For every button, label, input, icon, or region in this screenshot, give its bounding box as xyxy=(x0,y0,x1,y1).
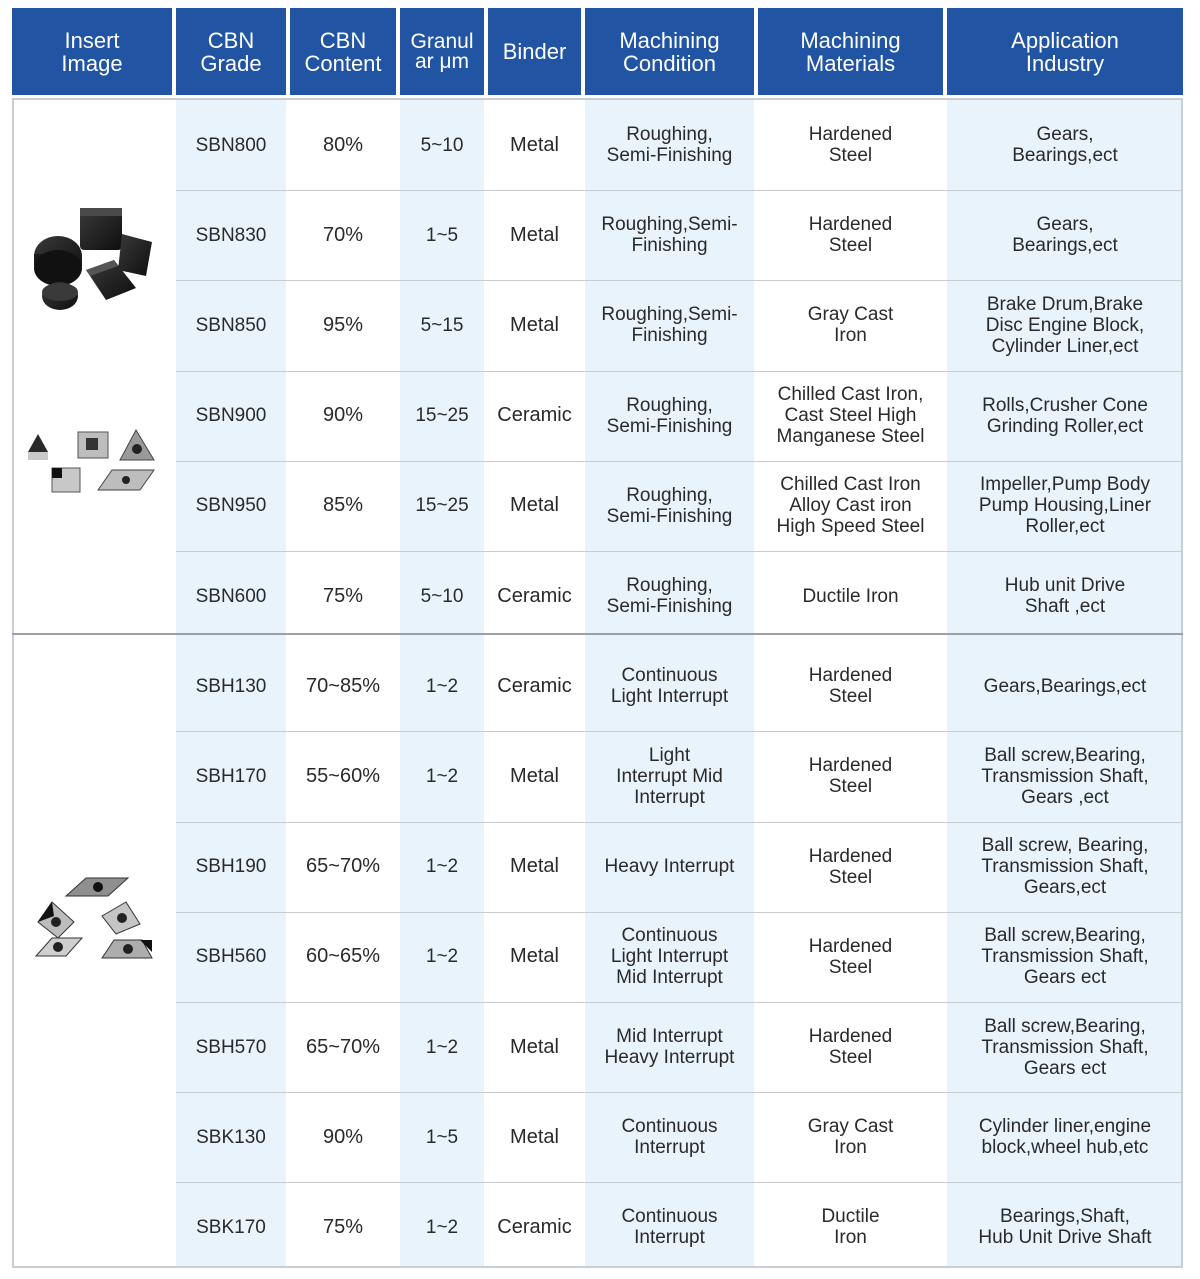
cell-machining-condition: Continuous Interrupt xyxy=(621,1206,718,1249)
cell-machining-materials: Hardened Steel xyxy=(808,845,893,888)
cell-binder: Ceramic xyxy=(497,404,572,427)
cell-cbn-grade: SBH170 xyxy=(195,765,267,787)
cell-cbn-content: 90% xyxy=(322,1125,364,1148)
black-cbn-inserts-photo-icon xyxy=(14,200,174,320)
cell-granular: 15~25 xyxy=(415,495,469,517)
cell-cbn-content: 75% xyxy=(322,1215,364,1238)
cell-granular: 5~15 xyxy=(420,314,464,336)
cell-granular: 1~2 xyxy=(425,675,459,697)
cell-granular: 1~2 xyxy=(425,1036,459,1058)
cell-machining-materials: Hardened Steel xyxy=(808,665,893,708)
insert-image-pcbn xyxy=(14,872,174,972)
cell-application-industry: Ball screw,Bearing, Transmission Shaft, Gears ect xyxy=(981,1015,1149,1079)
pcbn-inserts-photo-icon xyxy=(14,872,174,972)
cell-cbn-content: 70~85% xyxy=(306,674,380,697)
cell-machining-materials: Gray Cast Iron xyxy=(807,304,894,347)
cell-binder: Ceramic xyxy=(497,674,572,697)
insert-image-tipped xyxy=(14,424,174,504)
header-cbn-content: CBN Content xyxy=(290,8,396,95)
cell-machining-materials: Ductile Iron xyxy=(802,585,899,607)
cell-machining-condition: Roughing,Semi- Finishing xyxy=(601,304,738,347)
cell-binder: Ceramic xyxy=(497,584,572,607)
header-application-industry: Application Industry xyxy=(947,8,1183,95)
cell-granular: 1~2 xyxy=(425,765,459,787)
cell-machining-condition: Roughing, Semi-Finishing xyxy=(606,124,733,167)
cell-cbn-grade: SBK130 xyxy=(196,1126,266,1148)
cell-machining-materials: Ductile Iron xyxy=(821,1206,880,1249)
cell-machining-condition: Roughing, Semi-Finishing xyxy=(606,394,733,437)
cell-machining-materials: Chilled Cast Iron, Cast Steel High Manganese Steel xyxy=(776,384,925,448)
cell-cbn-grade: SBH570 xyxy=(195,1036,267,1058)
cell-granular: 15~25 xyxy=(415,405,469,427)
cell-binder: Metal xyxy=(510,945,559,968)
cell-cbn-content: 55~60% xyxy=(306,764,380,787)
header-granular: Granul ar μm xyxy=(400,8,484,95)
cell-binder: Metal xyxy=(510,494,559,517)
cell-cbn-grade: SBH130 xyxy=(195,675,267,697)
cell-cbn-content: 85% xyxy=(322,494,364,517)
cell-machining-condition: Roughing, Semi-Finishing xyxy=(606,575,733,618)
insert-image-black xyxy=(14,200,174,320)
cell-cbn-grade: SBN600 xyxy=(195,585,267,607)
cell-cbn-grade: SBN950 xyxy=(195,495,267,517)
cell-binder: Metal xyxy=(510,1125,559,1148)
cell-machining-condition: Light Interrupt Mid Interrupt xyxy=(616,744,723,808)
cell-machining-materials: Hardened Steel xyxy=(808,1026,893,1069)
header-machining-condition: Machining Condition xyxy=(585,8,754,95)
header-machining-materials: Machining Materials xyxy=(758,8,943,95)
cell-granular: 1~2 xyxy=(425,856,459,878)
cell-machining-materials: Hardened Steel xyxy=(808,755,893,798)
cell-cbn-grade: SBH190 xyxy=(195,856,267,878)
cell-binder: Metal xyxy=(510,855,559,878)
cell-application-industry: Gears, Bearings,ect xyxy=(1012,214,1118,257)
cell-cbn-grade: SBH560 xyxy=(195,946,267,968)
header-binder: Binder xyxy=(488,8,581,95)
cell-machining-materials: Hardened Steel xyxy=(808,935,893,978)
cell-cbn-grade: SBN900 xyxy=(195,405,267,427)
cell-cbn-content: 65~70% xyxy=(306,1035,380,1058)
cell-cbn-content: 75% xyxy=(322,584,364,607)
cell-machining-materials: Gray Cast Iron xyxy=(807,1116,894,1159)
cell-cbn-content: 90% xyxy=(322,404,364,427)
header-insert-image: Insert Image xyxy=(12,8,172,95)
cell-granular: 1~5 xyxy=(425,1126,459,1148)
cell-application-industry: Ball screw, Bearing, Transmission Shaft, Gears,ect xyxy=(981,835,1149,899)
cell-binder: Metal xyxy=(510,313,559,336)
cell-machining-materials: Chilled Cast Iron Alloy Cast iron High Speed Steel xyxy=(776,474,925,538)
cell-binder: Metal xyxy=(510,764,559,787)
cell-granular: 1~2 xyxy=(425,946,459,968)
cell-cbn-grade: SBN850 xyxy=(195,314,267,336)
cell-cbn-content: 65~70% xyxy=(306,855,380,878)
cell-application-industry: Impeller,Pump Body Pump Housing,Liner Roller,ect xyxy=(978,474,1152,538)
cell-machining-condition: Continuous Interrupt xyxy=(621,1116,718,1159)
cell-machining-condition: Roughing, Semi-Finishing xyxy=(606,484,733,527)
cell-cbn-content: 70% xyxy=(322,223,364,246)
cell-binder: Metal xyxy=(510,1035,559,1058)
cell-granular: 1~2 xyxy=(425,1216,459,1238)
cell-application-industry: Rolls,Crusher Cone Grinding Roller,ect xyxy=(982,394,1148,437)
cell-machining-materials: Hardened Steel xyxy=(808,124,893,167)
cell-cbn-content: 95% xyxy=(322,313,364,336)
cell-application-industry: Cylinder liner,engine block,wheel hub,etc xyxy=(978,1116,1152,1159)
cell-machining-materials: Hardened Steel xyxy=(808,214,893,257)
cell-binder: Metal xyxy=(510,133,559,156)
cell-application-industry: Brake Drum,Brake Disc Engine Block, Cylinder Liner,ect xyxy=(985,293,1145,357)
cell-binder: Ceramic xyxy=(497,1215,572,1238)
cell-cbn-grade: SBK170 xyxy=(196,1216,266,1238)
tipped-cbn-inserts-photo-icon xyxy=(14,424,174,504)
cell-application-industry: Ball screw,Bearing, Transmission Shaft, Gears ect xyxy=(981,925,1149,989)
cell-cbn-content: 80% xyxy=(322,133,364,156)
cell-machining-condition: Continuous Light Interrupt Mid Interrupt xyxy=(610,925,729,989)
cell-machining-condition: Heavy Interrupt xyxy=(604,856,735,878)
header-cbn-grade: CBN Grade xyxy=(176,8,286,95)
cell-binder: Metal xyxy=(510,223,559,246)
cell-granular: 5~10 xyxy=(420,585,464,607)
cell-application-industry: Gears,Bearings,ect xyxy=(983,675,1147,697)
cell-cbn-grade: SBN830 xyxy=(195,224,267,246)
cell-application-industry: Bearings,Shaft, Hub Unit Drive Shaft xyxy=(978,1206,1152,1249)
cell-granular: 5~10 xyxy=(420,134,464,156)
cell-granular: 1~5 xyxy=(425,224,459,246)
cell-cbn-content: 60~65% xyxy=(306,945,380,968)
cell-application-industry: Gears, Bearings,ect xyxy=(1012,124,1118,167)
cell-machining-condition: Roughing,Semi- Finishing xyxy=(601,214,738,257)
cell-cbn-grade: SBN800 xyxy=(195,134,267,156)
cell-application-industry: Hub unit Drive Shaft ,ect xyxy=(1004,575,1126,618)
cell-machining-condition: Continuous Light Interrupt xyxy=(610,665,729,708)
cell-application-industry: Ball screw,Bearing, Transmission Shaft, Gears ,ect xyxy=(981,744,1149,808)
cell-machining-condition: Mid Interrupt Heavy Interrupt xyxy=(604,1026,735,1069)
